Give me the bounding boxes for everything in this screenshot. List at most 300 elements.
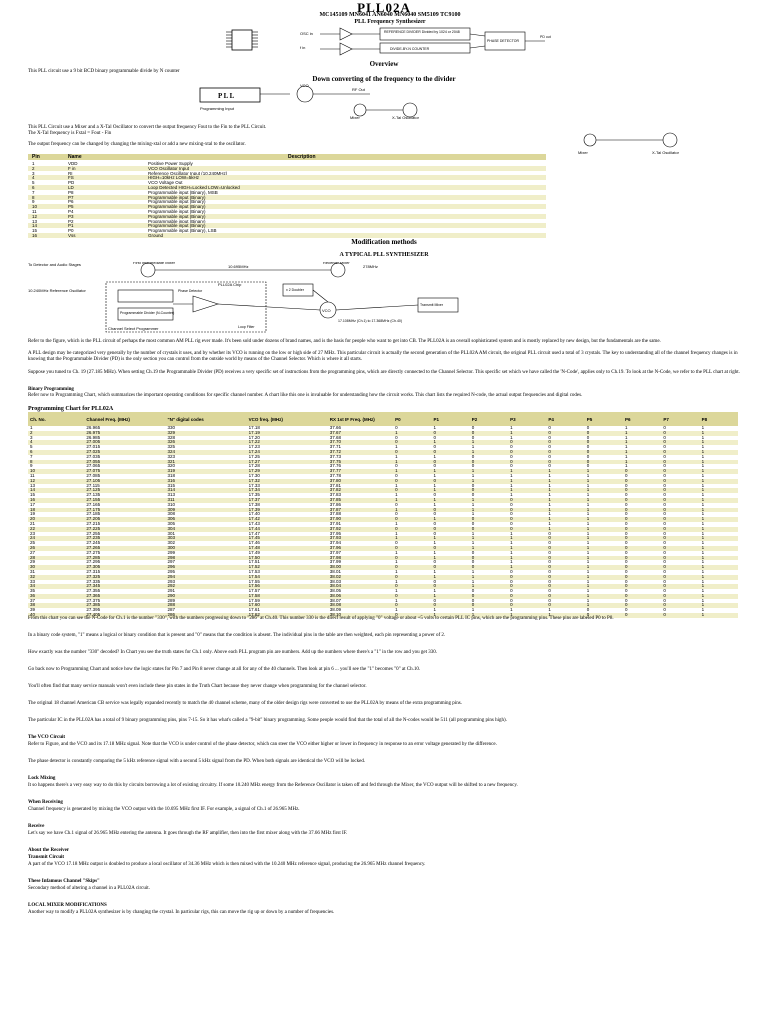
prog-cell: 0 [395,463,398,469]
prog-cell: 1 [586,501,590,507]
prog-cell: 16 [28,498,84,503]
prog-cell: 299 [167,549,175,555]
xtal-label: X-Tal Oscillator [392,115,419,120]
prog-cell: 17.53 [248,568,260,574]
prog-cell: 0 [586,434,590,440]
section-heading: These Infamous Channel "Skips" [28,879,100,884]
prog-cell: 0 [663,559,666,565]
prog-cell: 27.075 [84,469,165,474]
pin-name: P1 [68,223,74,229]
prog-cell: 0 [625,540,628,546]
prog-cell: 1 [471,501,475,507]
prog-cell: 1 [548,511,551,517]
pin-number: 9 [32,199,35,205]
prog-col-header: P0 [393,412,431,426]
prog-cell: 37.88 [329,511,342,517]
prog-cell: 287 [167,607,175,613]
prog-cell: 1 [586,482,590,488]
prog-cell: 0 [661,603,699,608]
prog-cell: 1 [623,440,661,445]
prog-cell: 17.23 [248,444,260,450]
prog-cell: 0 [393,546,431,551]
prog-cell: 1 [546,517,584,522]
pin-description: Programmable input (Binary) [148,218,206,224]
prog-cell: 1 [585,536,623,541]
prog-cell: 0 [548,434,551,440]
prog-cell: 1 [701,597,705,603]
prog-cell: 1 [510,607,513,613]
prog-cell: 0 [586,607,590,613]
prog-cell: 18 [28,508,84,513]
prog-cell: 10 [28,469,84,474]
prog-cell: 0 [663,501,666,507]
prog-cell: 1 [585,546,623,551]
prog-cell: 1 [586,492,590,498]
pin-name: Vss [68,233,76,238]
prog-cell: 37.72 [328,450,393,455]
prog-cell: 38.10 [328,613,393,618]
prog-cell: 1 [395,549,398,555]
prog-cell: 1 [700,594,738,599]
prog-cell: 0 [663,597,666,603]
programming-chart-table [28,412,738,618]
prog-cell: 37.98 [328,556,393,561]
body-paragraph: You'll often find that many service manuals won't even include these pin states in the Truth Chart because they never change when programming for the channel selector. [28,684,367,689]
prog-cell: 0 [546,603,584,608]
prog-cell: 17.25 [248,453,260,459]
prog-cell: 0 [470,594,508,599]
prog-cell: 0 [546,450,584,455]
prog-cell: 325 [167,444,175,450]
prog-cell: 0 [393,440,431,445]
prog-cell: 1 [546,488,584,493]
prog-cell: 37.96 [328,546,393,551]
prog-cell: 1 [471,568,475,574]
rcv-mixer-label: Receiver Mixer [323,262,350,265]
prog-cell: 1 [510,425,513,430]
prog-cell: 17.45 [247,536,328,541]
prog-cell: 1 [586,588,590,594]
prog-cell: 1 [470,546,508,551]
prog-cell: 1 [585,565,623,570]
prog-cell: 0 [661,450,699,455]
prog-cell: 324 [165,450,246,455]
prog-col-header: P6 [623,412,661,426]
prog-cell: 0 [395,540,398,546]
prog-cell: 17.60 [247,603,328,608]
prog-cell: 27.175 [84,508,165,513]
pin-name: P0 [68,228,74,234]
prog-cell: 0 [623,527,661,532]
prog-cell: 27.385 [84,603,165,608]
prog-cell: 27.115 [86,482,100,488]
prog-cell: 0 [395,501,398,507]
prog-cell: 0 [431,460,469,465]
prog-cell: 17.39 [247,508,328,513]
prog-cell: 0 [510,463,513,469]
para-4: Refer now to Programming Chart, which summarizes the important operating conditions for specific channel number. A chart like this one is invaluable for understanding how the circuit works. This chart lists the required N-code, the actual output frequencies and digital codes. [28,393,583,398]
prog-cell: 1 [701,549,705,555]
pin-number: 15 [32,228,38,234]
prog-cell: 27.185 [86,511,101,517]
prog-cell: 1 [701,482,705,488]
prog-cell: 17.37 [247,498,328,503]
prog-cell: 0 [586,444,590,450]
prog-cell: 1 [546,479,584,484]
prog-cell: 0 [623,594,661,599]
prog-cell: 292 [165,584,246,589]
prog-cell: 305 [167,520,175,526]
prog-cell: 1 [625,453,628,459]
prog-cell: 37.77 [328,469,393,474]
prog-cell: 1 [700,488,738,493]
prog-cell: 1 [470,450,508,455]
pin-name: P8 [68,189,74,195]
prog-col-header: VCO freq. (MHz) [247,412,328,426]
prog-cell: 40 [28,613,84,618]
prog-cell: 1 [393,469,431,474]
prog-cell: 0 [663,511,666,517]
prog-cell: 0 [510,568,513,574]
prog-cell: 0 [625,492,628,498]
prog-cell: 1 [395,482,398,488]
prog-cell: 0 [510,597,513,603]
prog-cell: 31 [30,568,36,574]
pin-name: P5 [68,204,74,210]
prog-cell: 0 [548,453,551,459]
body-paragraph: It so happens there's a very easy way to do this by circuits borrowing a lot of existing circuitry. If some 10.240 MHz energy from the Reference Oscillator is taken off and fed through the Mixer, the VCO output will be shifted to a new frequency. [28,783,518,788]
prog-cell: 1 [431,575,469,580]
prog-cell: 294 [165,575,246,580]
prog-cell: 0 [546,431,584,436]
prog-cell: 1 [433,425,436,430]
prog-cell: 27.255 [86,530,101,536]
prog-cell: 0 [471,434,475,440]
prog-cell: 29 [30,559,36,565]
prog-col-header: Channel Freq. (MHz) [84,412,165,426]
prog-cell: 27.105 [84,479,165,484]
freq2-label: 278MHz [363,264,378,269]
prog-cell: 1 [395,520,398,526]
prog-cell: 315 [167,482,175,488]
body-paragraph: From this chart you can see the N-Code for Ch.1 is the number "330", with the numbers progressing down to "286" at Ch.40. This number 330 is the direct result of applying "0" voltage or about +5 volts to certain PLL IC pins, which are the programming pins. These pins are labeled P0 to P8. [28,616,614,621]
prog-cell: 1 [471,607,475,613]
prog-cell: 1 [701,578,705,584]
synth-heading: A TYPICAL PLL SYNTHESIZER [339,252,429,258]
prog-cell: 32 [28,575,84,580]
prog-cell: 0 [393,565,431,570]
binary-heading: Binary Programming [28,387,74,392]
prog-cell: 1 [508,556,546,561]
prog-cell: 37.80 [328,479,393,484]
prog-cell: 1 [508,479,546,484]
prog-cell: 1 [510,559,513,565]
prog-cell: 37.67 [328,431,393,436]
prog-cell: 0 [471,425,475,430]
prog-cell: 1 [470,479,508,484]
prog-cell: 1 [546,469,584,474]
prog-cell: 38.04 [328,584,393,589]
prog-cell: 0 [625,568,628,574]
body-paragraph: The particular IC in the PLL02A has a total of 9 binary programming pins, pins 7-15. So it has what's called a "9-bit" binary programming. Some people would find that the total of all the N-codes would be 511 (all programming pins high). [28,718,507,723]
prog-cell: 0 [471,597,475,603]
prog-cell: 37.93 [328,536,393,541]
prog-cell: 0 [661,488,699,493]
prog-cell: 1 [433,549,436,555]
prog-cell: 39 [30,607,36,613]
prog-cell: 38.02 [328,575,393,580]
pin-name: RI [68,170,73,176]
prog-cell: 0 [548,530,551,536]
prog-cell: 1 [585,498,623,503]
prog-cell: 0 [623,508,661,513]
prog-cell: 0 [433,578,436,584]
prog-cell: 1 [585,584,623,589]
prog-cell: 17.18 [248,425,260,430]
prog-cell: 0 [431,431,469,436]
prog-cell: 37.95 [329,530,342,536]
pin-number: 7 [32,189,35,195]
prog-col-header: P4 [546,412,584,426]
prog-cell: 38.09 [329,607,342,613]
prog-cell: 0 [663,607,666,613]
pin-number: 12 [32,213,38,219]
prog-cell: 17.51 [248,559,260,565]
prog-cell: 1 [700,517,738,522]
pin-name: P6 [68,199,74,205]
prog-cell: 27.265 [84,546,165,551]
prog-cell: 1 [701,492,705,498]
prog-cell: 17.20 [248,434,260,440]
prog-cell: 0 [663,530,666,536]
prog-cell: 34 [28,584,84,589]
prog-cell: 0 [546,575,584,580]
pin-name: VDD [68,161,78,166]
prog-cell: 0 [471,588,475,594]
body-paragraph: Refer to Figure, and the VCO and its 17.18 MHz signal. Note that the VCO is under control of the phase detector, which can steer the VCO either higher or lower in frequency in response to an error voltage generated by the difference. [28,742,497,747]
prog-cell: 0 [663,549,666,555]
prog-cell: 38.03 [329,578,342,584]
prog-cell: 1 [701,530,705,536]
prog-cell: 0 [548,444,551,450]
prog-cell: 37.90 [328,517,393,522]
prog-cell: 1 [395,559,398,565]
prog-cell: 0 [548,578,551,584]
prog-cell: 1 [701,568,705,574]
pin-name: P2 [68,218,74,224]
prog-cell: 0 [470,517,508,522]
section-heading: When Receiving [28,800,63,805]
prog-cell: 17.29 [247,469,328,474]
prog-cell: 8 [28,460,84,465]
prog-cell: 1 [431,469,469,474]
prog-cell: 0 [661,460,699,465]
prog-cell: 0 [433,530,436,536]
prog-cell: 0 [663,588,666,594]
modification-heading: Modification methods [351,238,417,246]
prog-cell: 0 [433,463,436,469]
side-xtal-label: X-Tal Oscillator [652,150,679,155]
prog-cell: 1 [508,613,546,618]
prog-cell: 0 [661,613,699,618]
prog-cell: 1 [700,440,738,445]
desc-col-header: Description [288,154,316,160]
prog-cell: 1 [548,607,551,613]
prog-cell: 1 [433,472,436,478]
prog-cell: 0 [663,472,666,478]
prog-cell: 17.47 [248,530,260,536]
prog-cell: 0 [661,479,699,484]
prog-cell: 30 [28,565,84,570]
prog-cell: 0 [548,597,551,603]
prog-cell: 1 [623,460,661,465]
prog-cell: 27.335 [86,578,101,584]
prog-cell: 1 [510,434,513,440]
prog-cell: 0 [663,540,666,546]
prog-cell: 27.305 [84,565,165,570]
prog-cell: 0 [623,603,661,608]
prog-cell: 1 [471,511,475,517]
prog-cell: 1 [700,536,738,541]
prog-cell: 1 [701,434,705,440]
prog-cell: 1 [701,472,705,478]
prog-cell: 291 [167,588,175,594]
prog-cell: 1 [470,584,508,589]
channel-sel-label: Channel Select Programmer [108,326,159,331]
prog-cell: 37.75 [328,460,393,465]
divide-n-label: DIVIDE-BY-N COUNTER [390,47,430,51]
prog-cell: 0 [625,607,628,613]
prog-cell: 0 [585,440,623,445]
prog-cell: 0 [510,501,513,507]
prog-cell: 0 [395,425,398,430]
prog-cell: 0 [395,434,398,440]
prog-cell: 0 [585,460,623,465]
prog-cell: 1 [586,472,590,478]
prog-cell: 17.54 [247,575,328,580]
prog-cell: 37.86 [329,501,342,507]
prog-cell: 21 [30,520,36,526]
mixer-text-2: The X-Tal frequency is Fxtal = Fout - Fin [28,131,112,136]
prog-cell: 0 [510,511,513,517]
prog-cell: 1 [508,546,546,551]
prog-cell: 27 [30,549,36,555]
pin-description: Loop Detected HIGH=Locked LOW=Unlocked [148,185,240,190]
prog-cell: 27.345 [84,584,165,589]
prog-cell: 27.155 [84,498,165,503]
pin-number: 6 [32,185,35,190]
pin-description: Programmable input (Binary), MSB [148,189,218,195]
prog-cell: 0 [471,520,475,526]
prog-cell: 1 [431,536,469,541]
prog-cell: 17.48 [247,546,328,551]
prog-cell: 17.62 [247,613,328,618]
prog-cell: 0 [586,453,590,459]
body-paragraph: The phase detector is constantly comparing the 5 kHz reference signal with a second 5 kHz signal from the PD. When both signals are identical the VCO will be locked. [28,759,366,764]
prog-cell: 0 [431,603,469,608]
prog-cell: 1 [701,520,705,526]
prog-cell: 1 [700,508,738,513]
prog-cell: 17.30 [248,472,260,478]
prog-cell: 15 [30,492,36,498]
prog-cell: 1 [470,575,508,580]
pll-block-diagram [300,24,560,62]
prog-cell: 1 [586,540,590,546]
prog-cell: 1 [700,469,738,474]
prog-cell: 4 [28,440,84,445]
prog-cell: 1 [395,492,398,498]
prog-cell: 0 [431,527,469,532]
prog-cell: 1 [470,440,508,445]
prog-cell: 0 [661,594,699,599]
prog-cell: 1 [395,588,398,594]
prog-cell: 1 [433,501,436,507]
prog-cell: 13 [30,482,36,488]
prog-cell: 37.94 [329,540,342,546]
prog-cell: 1 [433,453,436,459]
prog-cell: 1 [470,508,508,513]
prog-cell: 37.70 [328,440,393,445]
prog-cell: 0 [395,511,398,517]
mixer-text-1: This PLL Circuit use a Mixer and a X-Tal Oscillator to convert the output frequency Fout to the Fin to the PLL Circuit. [28,125,267,130]
prog-cell: 1 [586,520,590,526]
prog-cell: 26.975 [84,431,165,436]
prog-cell: 1 [701,444,705,450]
prog-col-header: P5 [585,412,623,426]
prog-cell: 0 [623,546,661,551]
prog-cell: 1 [586,559,590,565]
pin-number: 16 [32,233,38,238]
prog-cell: 1 [431,556,469,561]
prog-cell: 7 [30,453,33,459]
pin-number: 2 [32,165,35,171]
prog-cell: 1 [470,536,508,541]
prog-cell: 0 [470,488,508,493]
prog-cell: 37 [30,597,36,603]
prog-cell: 1 [395,530,398,536]
prog-cell: 1 [471,472,475,478]
prog-cell: 17.56 [247,584,328,589]
prog-cell: 1 [431,488,469,493]
prog-cell: 1 [395,444,398,450]
pin-description: Programmable input (Binary) [148,209,206,214]
pin-number: 11 [32,209,37,214]
pin-number: 8 [32,194,35,200]
prog-cell: 0 [623,479,661,484]
prog-cell: 37.87 [328,508,393,513]
prog-cell: 0 [546,440,584,445]
prog-cell: 306 [165,517,246,522]
prog-cell: 0 [510,444,513,450]
prog-cell: 0 [508,440,546,445]
prog-cell: 0 [623,469,661,474]
section-heading: The VCO Circuit [28,735,66,740]
prog-cell: 1 [546,613,584,618]
prog-cell: 0 [433,492,436,498]
down-convert-diagram [170,84,470,120]
prog-cell: 0 [661,508,699,513]
prog-cell: 1 [393,460,431,465]
pin-description: Programmable input (Binary) [148,199,206,205]
prog-cell: 0 [433,444,436,450]
prog-cell: 19 [30,511,36,517]
prog-cell: 0 [393,603,431,608]
prog-cell: 1 [623,450,661,455]
prog-cell: 1 [548,492,551,498]
prog-cell: 0 [470,460,508,465]
para-2: A PLL design may be categorized very generally by the number of crystals it uses, and by whether its VCO is running on the low or high side of 27 MHz. This particular circuit is actually the second generation of the PLL02A AM circuit, the original PLL circuit used a total of 3 crystals. The key to understanding all of the channel frequency changes is in knowing that the Programmable Divider (PD) is the only section you can control from the outside world by means of the Channel Selector. Which is where it all starts. [28,351,738,362]
prog-cell: 1 [433,568,436,574]
